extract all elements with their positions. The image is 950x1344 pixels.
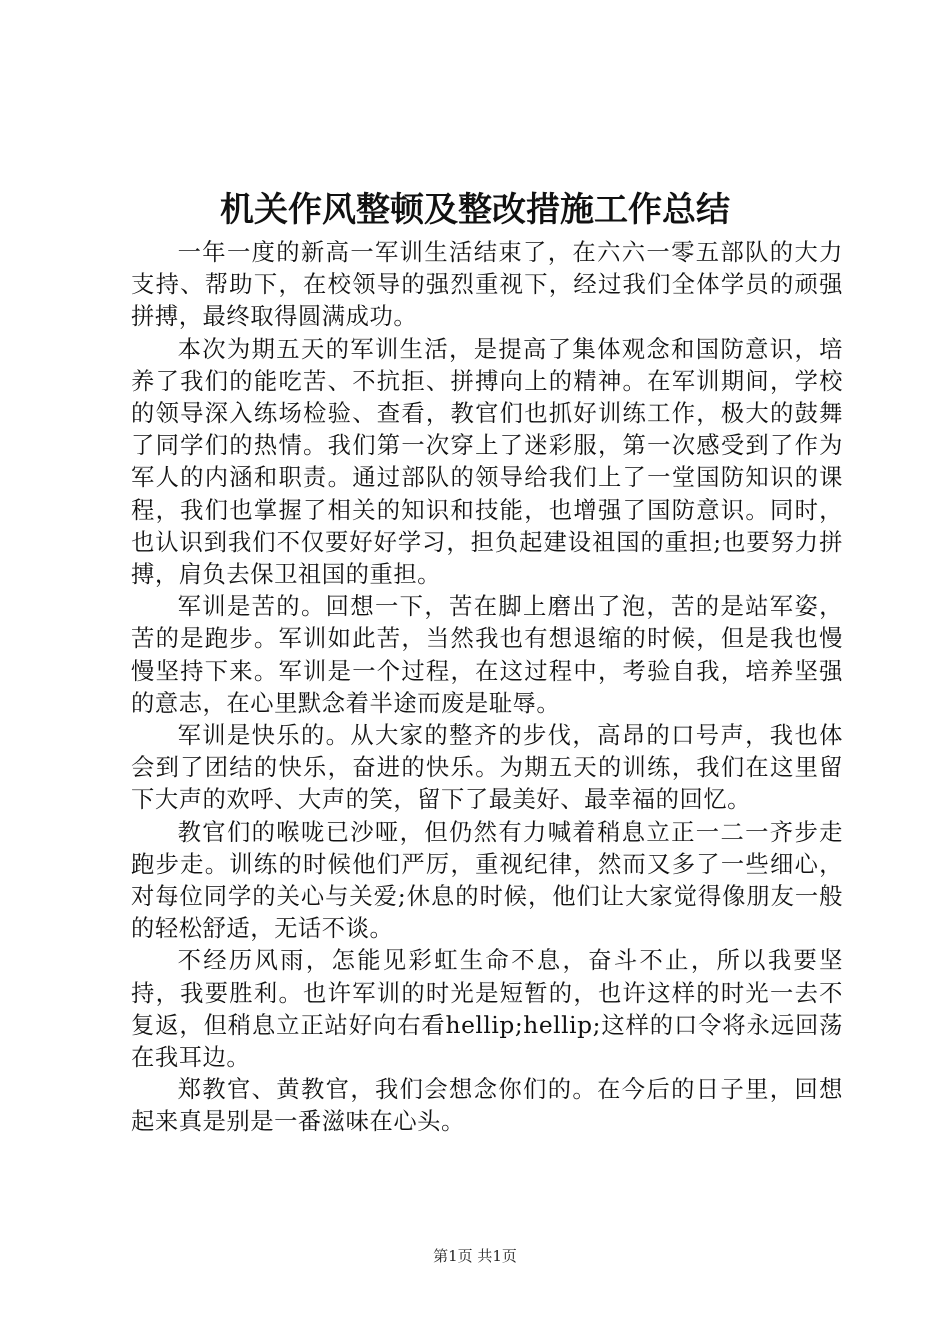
- document-body: [131, 237, 843, 1139]
- body-paragraph: 教官们的喉咙已沙哑，但仍然有力喊着稍息立正一二一齐步走跑步走。训练的时候他们严厉，重视纪律，然而又多了一些细心，对每位同学的关心与关爱;休息的时候，他们让大家觉得像朋友一般的轻松舒适，无话不谈。: [131, 818, 843, 943]
- body-paragraph: 军训是苦的。回想一下，苦在脚上磨出了泡，苦的是站军姿，苦的是跑步。军训如此苦，当然我也有想退缩的时候，但是我也慢慢坚持下来。军训是一个过程，在这过程中，考验自我，培养坚强的意志，在心里默念着半途而废是耻辱。: [131, 593, 843, 717]
- body-paragraph: 军训是快乐的。从大家的整齐的步伐，高昂的口号声，我也体会到了团结的快乐，奋进的快乐。为期五天的训练，我们在这里留下大声的欢呼、大声的笑，留下了最美好、最幸福的回忆。: [131, 722, 843, 814]
- body-paragraph: 郑教官、黄教官，我们会想念你们的。在今后的日子里，回想起来真是别是一番滋味在心头。: [131, 1076, 843, 1136]
- page-number-footer: 第1页 共1页: [433, 1247, 517, 1265]
- document-title: 机关作风整顿及整改措施工作总结: [220, 190, 730, 230]
- body-paragraph: 一年一度的新高一军训生活结束了，在六六一零五部队的大力支持、帮助下，在校领导的强烈重视下，经过我们全体学员的顽强拼搏，最终取得圆满成功。: [131, 239, 843, 331]
- body-paragraph: 本次为期五天的军训生活，是提高了集体观念和国防意识，培养了我们的能吃苦、不抗拒、拼搏向上的精神。在军训期间，学校的领导深入练场检验、查看，教官们也抓好训练工作，极大的鼓舞了同学们的热情。我们第一次穿上了迷彩服，第一次感受到了作为军人的内涵和职责。通过部队的领导给我们上了一堂国防知识的课程，我们也掌握了相关的知识和技能，也增强了国防意识。同时，也认识到我们不仅要好好学习，担负起建设祖国的重担;也要努力拼搏，肩负去保卫祖国的重担。: [131, 335, 843, 589]
- body-paragraph: 不经历风雨，怎能见彩虹生命不息，奋斗不止，所以我要坚持，我要胜利。也许军训的时光是短暂的，也许这样的时光一去不复返，但稍息立正站好向右看hellip;hellip;这样的口令将永远回荡在我耳边。: [131, 947, 843, 1072]
